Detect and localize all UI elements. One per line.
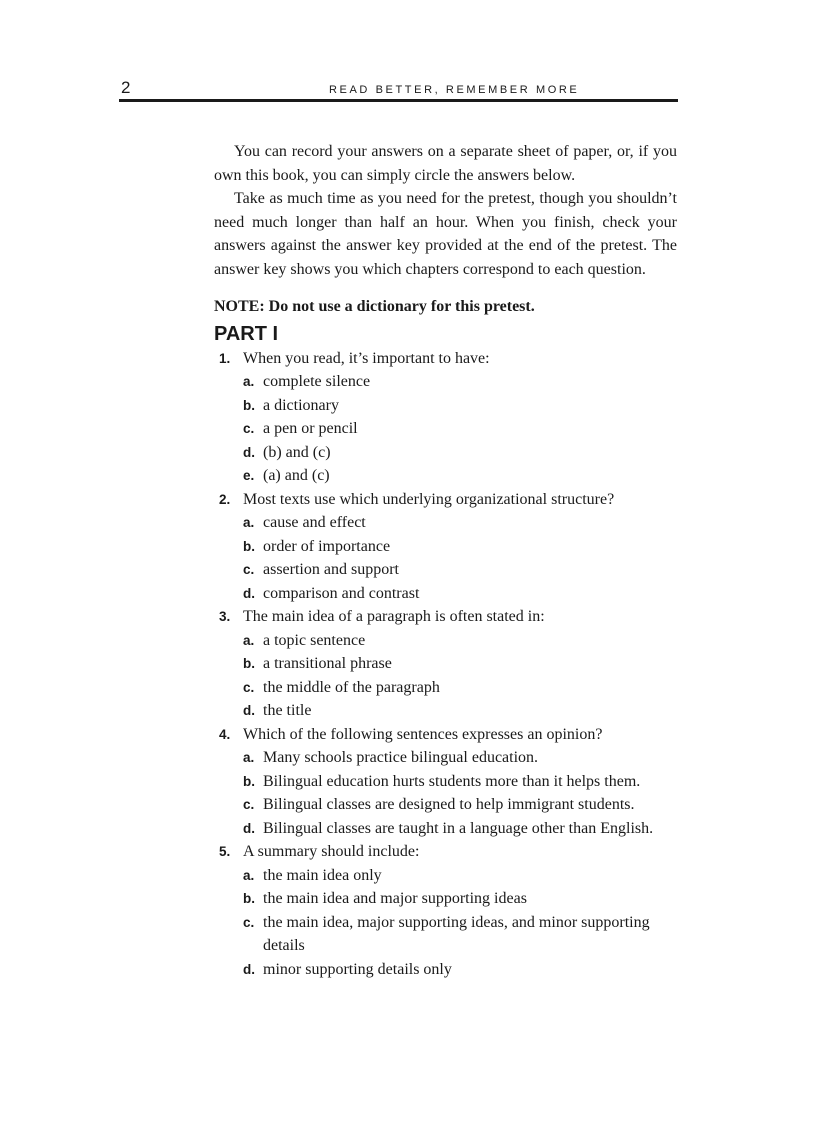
option-letter: b. [243,891,255,906]
option-text: the main idea only [263,866,382,884]
question-text: When you read, it’s important to have: [243,349,490,367]
intro-paragraph: Take as much time as you need for the pretest, though you shouldn’t need much longer than half an hour. When you finish, check your answers against the answer key provided at the end of the pretest. The answer key shows you which chapters correspond to each question. [214,190,677,278]
question-2-option-c[interactable] [214,558,677,582]
question-2-option-b[interactable] [214,535,677,559]
question-1-option-b[interactable] [214,394,677,418]
option-text: comparison and contrast [263,584,420,602]
option-text: a topic sentence [263,631,366,649]
option-text: minor supporting details only [263,960,452,978]
question-4-option-d[interactable] [214,817,677,841]
question-text: The main idea of a paragraph is often stated in: [243,608,545,625]
question-3-option-c[interactable] [214,676,677,700]
header-rule [119,99,678,102]
option-letter: c. [243,679,255,695]
question-text: Most texts use which underlying organizational structure? [243,490,615,508]
question-2-option-a[interactable] [214,511,677,535]
option-letter: d. [243,585,255,601]
option-text: the main idea and major supporting ideas [263,890,527,907]
option-text: (b) and (c) [263,443,331,461]
question-4 [214,723,677,747]
option-letter: c. [243,421,255,436]
option-letter: b. [243,773,255,789]
option-text: assertion and support [263,561,399,578]
option-text: cause and effect [263,514,366,531]
question-4-option-c[interactable] [214,793,677,817]
option-text: Many schools practice bilingual education. [263,749,539,766]
question-2 [214,488,677,512]
option-text: the title [263,702,312,719]
question-list [214,347,677,982]
option-text: a transitional phrase [263,655,392,672]
option-letter: d. [243,703,255,718]
option-letter: a. [243,632,255,648]
option-text: Bilingual classes are taught in a language other than English. [263,819,654,837]
question-number: 4. [219,726,231,742]
question-5-option-a[interactable] [214,864,677,888]
question-5-option-d[interactable] [214,958,677,982]
page-content [214,140,677,981]
option-letter: c. [243,797,255,812]
option-letter: b. [243,538,255,554]
option-text: (a) and (c) [263,467,330,484]
option-letter: a. [243,867,255,883]
option-text: order of importance [263,537,391,555]
question-3-option-b[interactable] [214,652,677,676]
question-number: 1. [219,350,231,366]
running-title: READ BETTER, REMEMBER MORE [329,84,580,96]
question-1-option-a[interactable] [214,370,677,394]
option-letter: c. [243,914,255,930]
option-letter: a. [243,750,255,765]
question-number: 2. [219,491,231,507]
option-letter: d. [243,444,255,460]
option-letter: d. [243,820,255,836]
question-number: 3. [219,609,231,624]
question-2-option-d[interactable] [214,582,677,606]
question-1 [214,347,677,371]
question-3-option-d[interactable] [214,699,677,723]
intro-paragraph: You can record your answers on a separate sheet of paper, or, if you own this book, you can simply circle the answers below. [214,143,677,184]
option-letter: a. [243,515,255,530]
option-letter: c. [243,562,255,577]
option-text: complete silence [263,373,371,390]
question-4-option-a[interactable] [214,746,677,770]
option-letter: e. [243,468,255,483]
question-text: A summary should include: [243,843,420,860]
option-text: the main idea, major supporting ideas, and minor supporting details [263,913,650,954]
question-3 [214,605,677,629]
question-5-option-b[interactable] [214,887,677,911]
question-5-option-c[interactable] [214,911,677,958]
part-title: PART I [214,322,279,345]
question-4-option-b[interactable] [214,770,677,794]
option-letter: d. [243,961,255,977]
question-1-option-e[interactable] [214,464,677,488]
question-5 [214,840,677,864]
option-text: the middle of the paragraph [263,678,440,696]
option-text: a dictionary [263,396,339,414]
question-text: Which of the following sentences expresses an opinion? [243,725,603,743]
question-number: 5. [219,844,231,859]
page-number: 2 [121,78,131,97]
option-text: a pen or pencil [263,420,358,437]
question-1-option-c[interactable] [214,417,677,441]
question-1-option-d[interactable] [214,441,677,465]
question-3-option-a[interactable] [214,629,677,653]
option-letter: b. [243,397,255,413]
option-letter: b. [243,656,255,671]
option-text: Bilingual classes are designed to help immigrant students. [263,796,635,813]
option-text: Bilingual education hurts students more than it helps them. [263,772,641,790]
option-letter: a. [243,374,255,389]
note: NOTE: Do not use a dictionary for this pretest. [214,298,535,315]
